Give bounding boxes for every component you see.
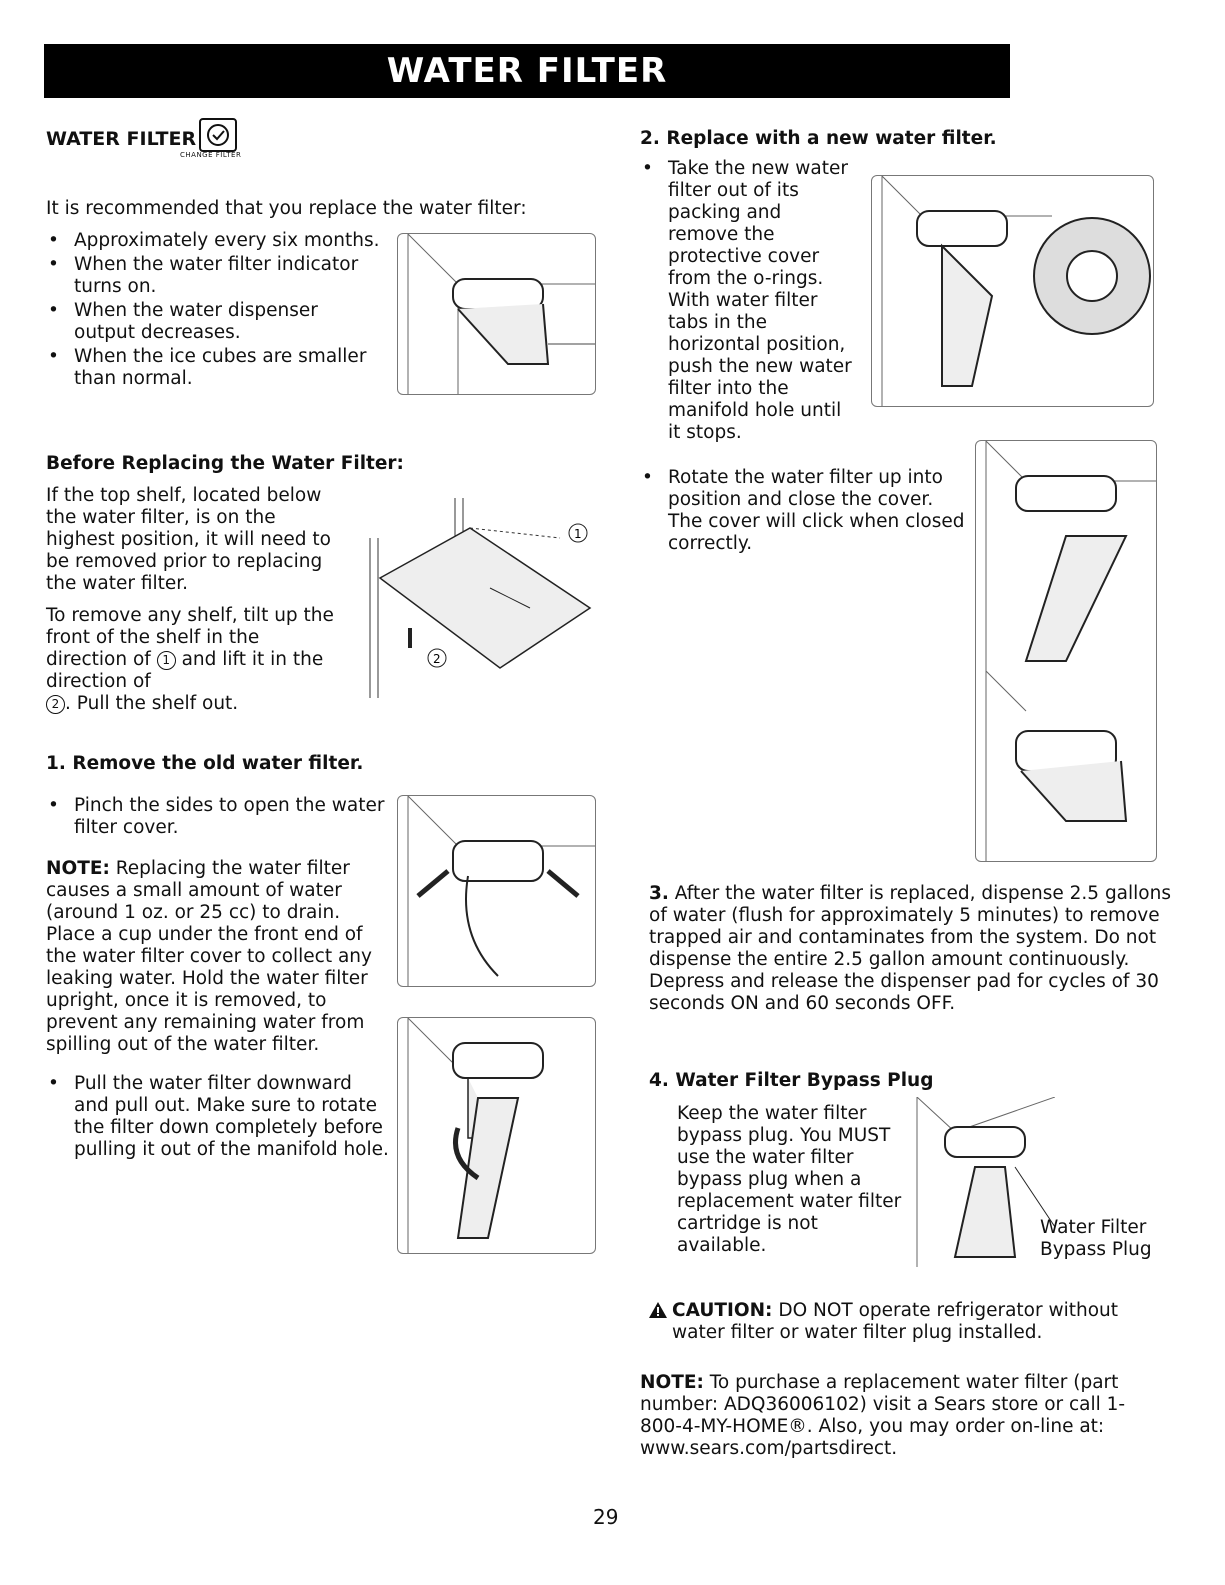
step1-list (46, 795, 396, 841)
list-item: • Pull the water filter downward and pull out. Make sure to rotate the filter down completely before pulling it out of the manifold hole. (46, 1073, 391, 1161)
list-item: • Pinch the sides to open the water filter cover. (46, 795, 396, 839)
list-item: • Approximately every six months. (46, 230, 381, 252)
before-paragraph-1: If the top shelf, located below the water filter, is on the highest position, it will need to be removed prior to replacing the water filter. (46, 485, 331, 594)
page-number: 29 (593, 1505, 619, 1529)
step1-heading: 1. Remove the old water filter. (46, 753, 364, 774)
change-filter-icon (199, 118, 237, 152)
replace-reasons-list (46, 230, 381, 392)
before-paragraph-2: To remove any shelf, tilt up the front of the shelf in the direction of 1 and lift it in the direction of 2 . Pull the shelf out. (46, 605, 334, 714)
warning-icon (648, 1301, 668, 1319)
list-item: • When the water filter indicator turns on. (46, 254, 381, 298)
caution-text: CAUTION: DO NOT operate refrigerator without water filter or water filter plug installed. (672, 1300, 1119, 1343)
section-heading: WATER FILTER (46, 128, 197, 150)
step2-list-2 (640, 467, 970, 557)
before-heading: Before Replacing the Water Filter: (46, 453, 404, 474)
bypass-plug-illustration (915, 1097, 1055, 1267)
svg-text:2: 2 (433, 652, 441, 666)
bypass-label: Water Filter Bypass Plug (1040, 1217, 1152, 1260)
purchase-note: NOTE: To purchase a replacement water filter (part number: ADQ36006102) visit a Sears store or call 1-800-4-MY-HOME®. Also, you may order on-line at: www.sears.com/partsdirect. (640, 1372, 1126, 1459)
step1-list-2 (46, 1073, 391, 1163)
step2-heading: 2. Replace with a new water filter. (640, 128, 997, 149)
page-banner: WATER FILTER (44, 44, 1010, 98)
pinch-cover-illustration (397, 795, 596, 987)
pull-filter-illustration (397, 1017, 596, 1254)
list-item: • Take the new water filter out of its packing and remove the protective cover from the o-rings. With water filter tabs in the horizontal position, push the new water filter into the manifold hole until it stops. (640, 158, 855, 444)
list-item: • Rotate the water filter up into position and close the cover. The cover will click when closed correctly. (640, 467, 970, 555)
list-item: • When the ice cubes are smaller than normal. (46, 346, 381, 390)
step2-list (640, 158, 855, 446)
step3-text: 3. After the water filter is replaced, dispense 2.5 gallons of water (flush for approximately 5 minutes) to remove trapped air and contaminates from the system. Do not dispense the entire 2.5 gallon amount continuously. Depress and release the dispenser pad for cycles of 30 seconds ON and 60 seconds OFF. (649, 883, 1171, 1014)
insert-filter-illustration (871, 175, 1154, 407)
step1-note: NOTE: Replacing the water filter causes a small amount of water (around 1 oz. or 25 cc) to drain. Place a cup under the front end of the water filter cover to collect any leaking water. Hold the water filter upright, once it is removed, to prevent any remaining water from spilling out of the water filter. (46, 858, 372, 1055)
svg-text:1: 1 (574, 527, 582, 541)
step4-text: Keep the water filter bypass plug. You MUST use the water filter bypass plug when a replacement water filter cartridge is not available. (677, 1103, 902, 1256)
list-item: • When the water dispenser output decreases. (46, 300, 381, 344)
water-filter-illustration (397, 233, 596, 395)
shelf-removal-illustration (360, 498, 600, 698)
step4-heading: 4. Water Filter Bypass Plug (649, 1070, 934, 1091)
intro-text: It is recommended that you replace the water filter: (46, 198, 527, 219)
icon-caption: CHANGE FILTER (180, 151, 242, 159)
rotate-filter-illustration (975, 440, 1157, 862)
